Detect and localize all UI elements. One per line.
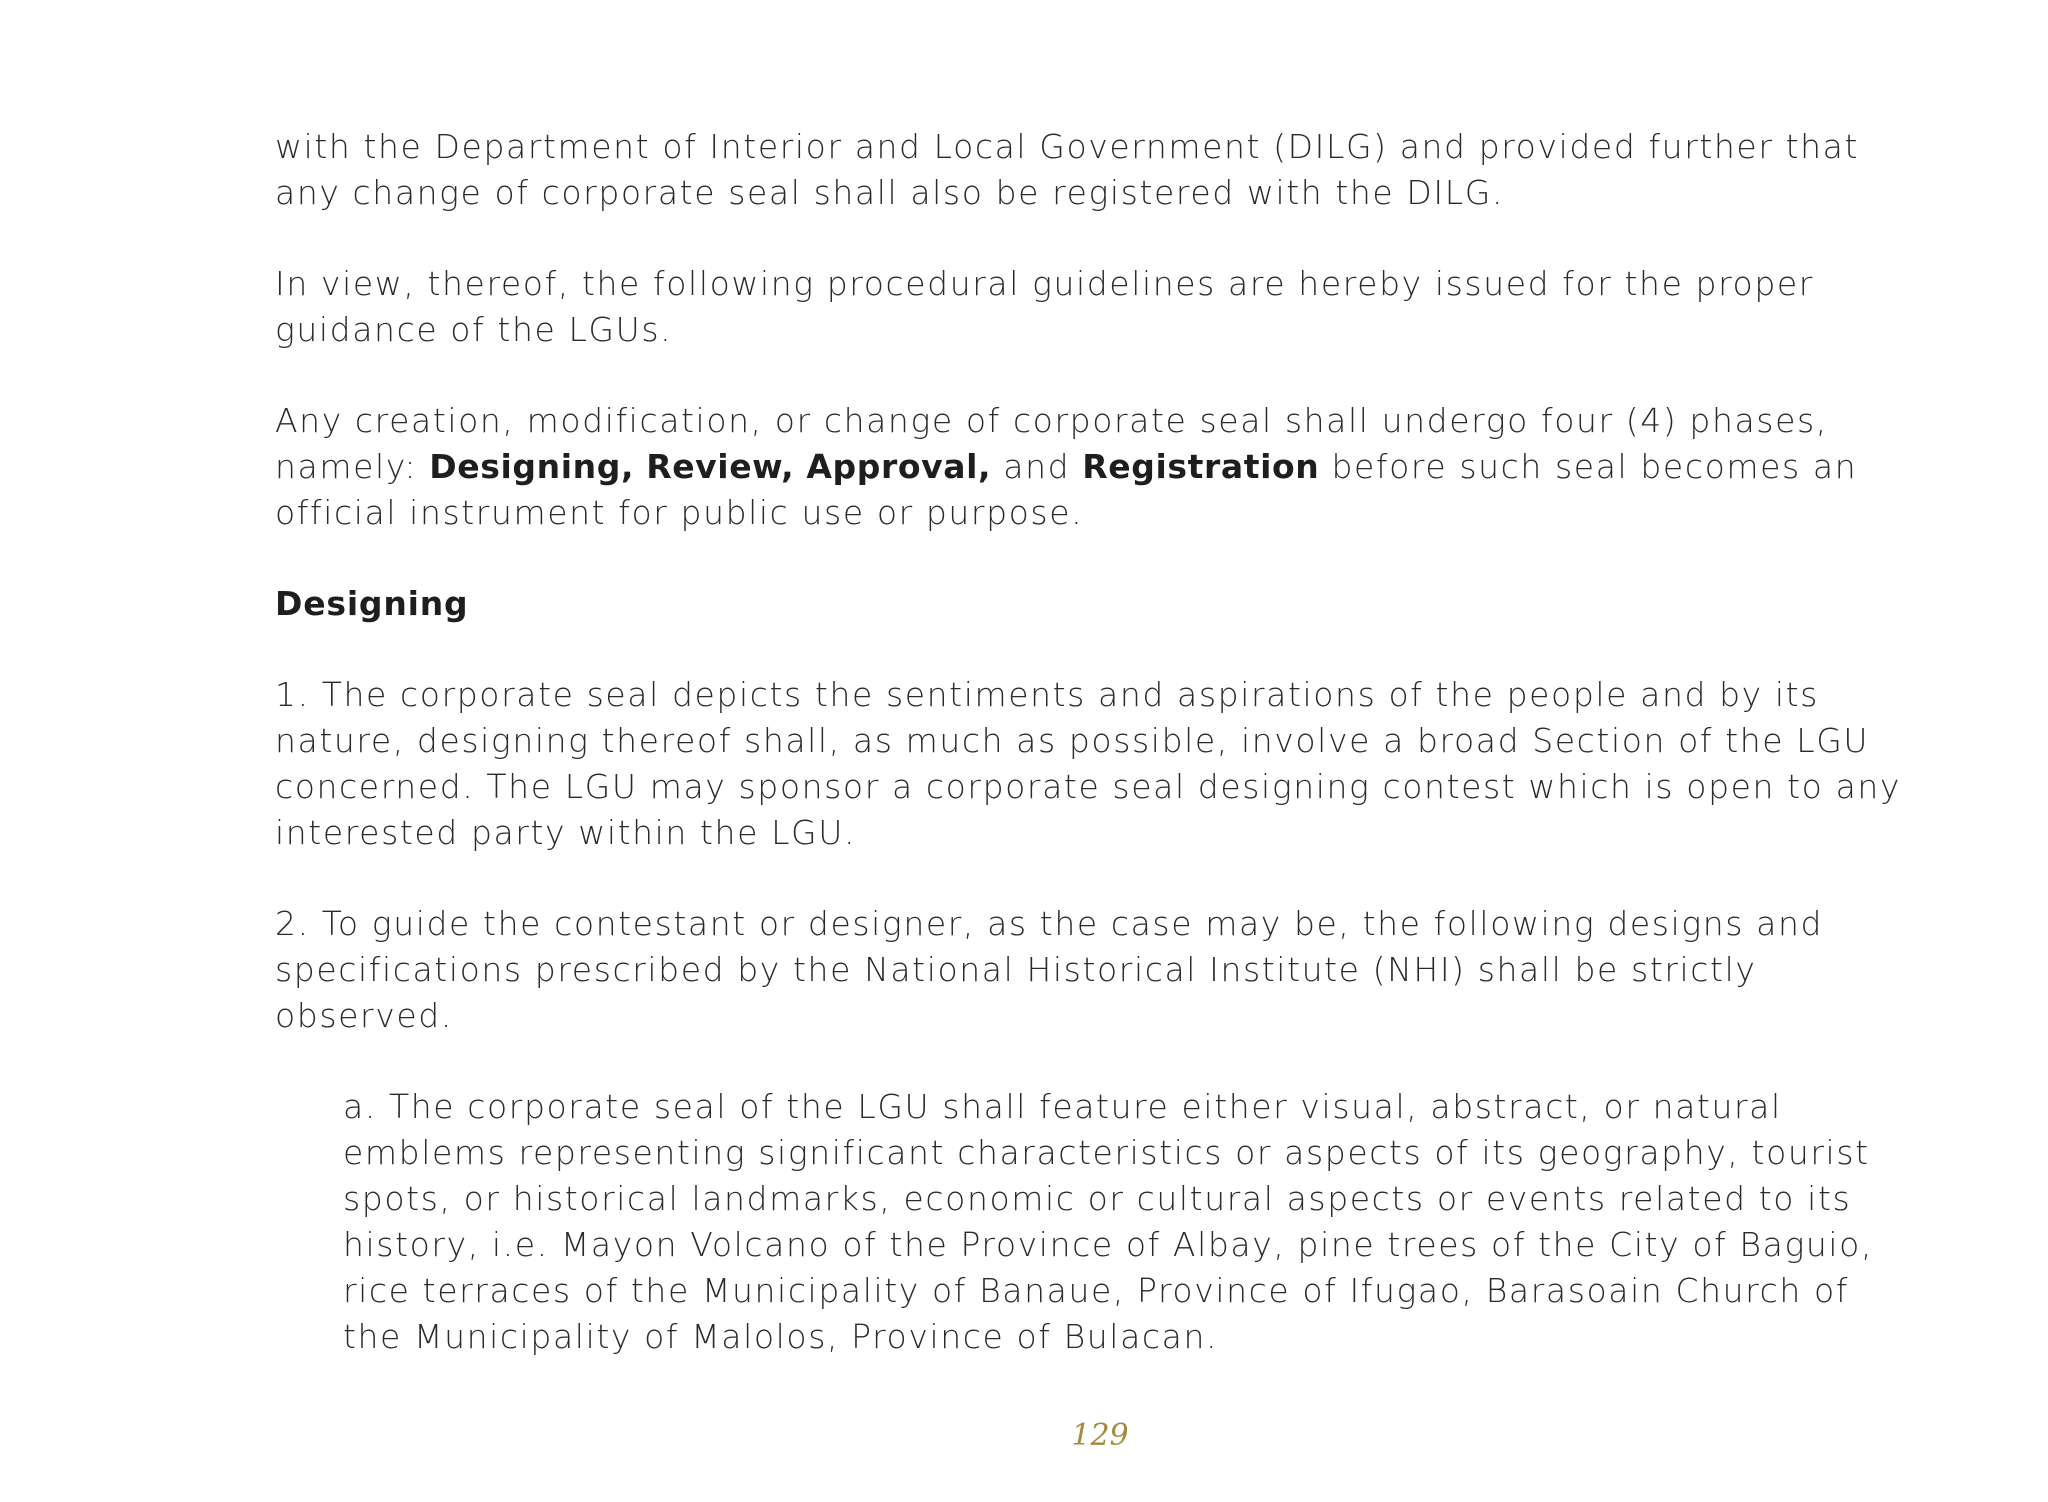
phases-lead: Any creation, modification, or change of corporate seal shall undergo four (4) phases, namely: (275, 401, 1828, 486)
body-text (275, 124, 1915, 1405)
phases-and: and (991, 447, 1083, 486)
page-number: 129 (1071, 1418, 1129, 1453)
paragraph-phases (275, 398, 1915, 536)
list-item-1: 1. The corporate seal depicts the sentiments and aspirations of the people and by its nature, designing thereof shall, as much as possible, involve a broad Section of the LGU concerned. The LGU may sponsor a corporate seal designing contest which is open to any interested party within the LGU. (275, 675, 1902, 852)
list-item-2: 2. To guide the contestant or designer, as the case may be, the following designs and specifications prescribed by the National Historical Institute (NHI) shall be strictly observed. (275, 904, 1824, 1035)
paragraph-guidelines-intro: In view, thereof, the following procedural guidelines are hereby issued for the proper guidance of the LGUs. (275, 264, 1814, 349)
phases-tail: before such seal becomes an official instrument for public use or purpose. (275, 447, 1858, 532)
phases-bold-registration: Registration (1082, 447, 1320, 486)
section-heading-designing: Designing (275, 584, 469, 623)
list-item-2a: a. The corporate seal of the LGU shall feature either visual, abstract, or natural emblems representing significant characteristics or aspects of its geography, tourist spots, or historical landmarks, economic or cultural aspects or events related to its history, i.e. Mayon Volcano of the Province of Albay, pine trees of the City of Baguio, rice terraces of the Municipality of Banaue, Province of Ifugao, Barasoain Church of the Municipality of Malolos, Province of Bulacan. (343, 1087, 1874, 1356)
paragraph-intro-continuation: with the Department of Interior and Local Government (DILG) and provided further that any change of corporate seal shall also be registered with the DILG. (275, 127, 1859, 212)
phases-bold-list: Designing, Review, Approval, (429, 447, 992, 486)
